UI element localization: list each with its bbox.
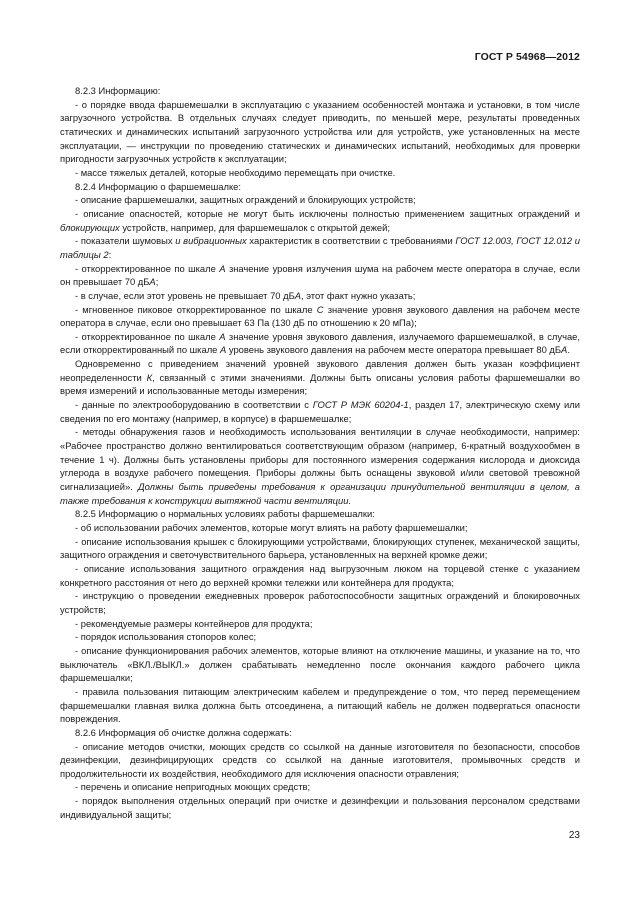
paragraph: - в случае, если этот уровень не превышает 70 дБА, этот факт нужно указать; xyxy=(75,289,416,301)
paragraph: 8.2.5 Информацию о нормальных условиях работы фаршемешалки: xyxy=(75,508,375,520)
paragraph: - данные по электрооборудованию в соответствии с ГОСТ Р МЭК 60204-1, раздел 17, электрическую схему или сведения по его монтажу (например, в корпусе) в фаршемешалке; xyxy=(60,399,580,424)
paragraph: - описание опасностей, которые не могут быть исключены полностью применением защитных ограждений и блокирующих устройств, например, для фаршемешалок с открытой дежей; xyxy=(60,207,580,233)
paragraph: - откорректированное по шкале А значение уровня излучения шума на рабочем месте оператора в случае, если он превышает 70 дБА; xyxy=(60,262,580,288)
paragraph: - порядок использования стопоров колес; xyxy=(75,631,257,643)
paragraph: - порядок выполнения отдельных операций при очистке и дезинфекции и пользования персоналом средствами индивидуальной защиты; xyxy=(60,795,580,820)
paragraph: - показатели шумовых и вибрационных характеристик в соответствии с требованиями ГОСТ 12.003, ГОСТ 12.012 и таблицы 2: xyxy=(60,235,580,260)
page-number: 23 xyxy=(568,830,580,841)
paragraph: - описание фаршемешалки, защитных ограждений и блокирующих устройств; xyxy=(75,194,416,206)
paragraph: - откорректированное по шкале А значение уровня звукового давления, излучаемого фаршемешалкой, в случае, если откорректированный по шкале А уровень звукового давления на рабочем месте оператора превышает 80 дБА. xyxy=(60,330,580,356)
paragraph: 8.2.3 Информацию: xyxy=(75,85,161,96)
paragraph: - об использовании рабочих элементов, которые могут влиять на работу фаршемешалки; xyxy=(75,522,468,533)
document-header: ГОСТ Р 54968—2012 xyxy=(474,51,580,63)
paragraph: - о порядке ввода фаршемешалки в эксплуатацию с указанием особенностей монтажа и установки, в том числе загрузочного устройства. В отдельных случаях следует приводить, по меньшей мере, результаты проведенных статических и динамических испытаний загрузочного устройства или для устройств, уже установленных на месте эксплуатации, — инструкции по проведению статических и динамических испытаний, необходимых для проверки пригодности загрузочных устройств к эксплуатации; xyxy=(60,98,580,165)
paragraph: - правила пользования питающим электрическим кабелем и предупреждение о том, что перед перемещением фаршемешалки главная вилка должна быть отсоединена, а питающий кабель не должен подвергаться опасности повреждения. xyxy=(60,685,580,725)
paragraph: - инструкцию о проведении ежедневных проверок работоспособности защитных ограждений и блокировочных устройств; xyxy=(60,590,580,615)
paragraph: - мгновенное пиковое откорректированное по шкале С значение уровня звукового давления на рабочем месте оператора в случае, если оно превышает 63 Па (130 дБ по отношению к 20 мПа); xyxy=(60,303,580,329)
document-body xyxy=(60,84,580,821)
paragraph: - описание методов очистки, моющих средств со ссылкой на данные изготовителя по безопасности, способов дезинфекции, дезинфицирующих средств со ссылкой на данные изготовителя, промывочных средств и продолжительности их воздействия, необходимого для исключения опасности отравления; xyxy=(60,740,580,779)
paragraph: 8.2.4 Информацию о фаршемешалке: xyxy=(75,180,241,192)
paragraph: - описание функционирования рабочих элементов, которые влияют на отключение машины, и указание на то, что выключатель «ВКЛ./ВЫКЛ.» должен срабатывать немедленно после окончания каждого рабочего цикла фаршемешалки; xyxy=(60,644,580,684)
paragraph: Одновременно с приведением значений уровней звукового давления должен быть указан коэффициент неопределенности К, связанный с этими значениями. Должны быть описаны условия работы фаршемешалки во время измерений и использованные методы измерения; xyxy=(60,358,580,397)
paragraph: - рекомендуемые размеры контейнеров для продукта; xyxy=(75,617,313,629)
paragraph: - описание использования защитного ограждения над выгрузочным люком на торцевой стенке с указанием конкретного расстояния от него до верхней кромки тележки или контейнера для продукта; xyxy=(60,562,580,588)
paragraph: - методы обнаружения газов и необходимость использования вентиляции в случае необходимости, например: «Рабочее пространство должно вентилироваться соответствующим образом (например, 6-кратный воздухообмен в течение 1 ч). Должны быть установлены приборы для постоянного измерения содержания кислорода и диоксида углерода в воздухе рабочего помещения. Приборы должны быть оснащены звуковой и/или световой тревожной сигнализацией». Должны быть приведены требования к организации принудительной вентиляции в целом, а также требования к конструкции вытяжной части вентиляции. xyxy=(60,426,580,506)
paragraph: - перечень и описание непригодных моющих средств; xyxy=(75,781,311,793)
paragraph: - описание использования крышек с блокирующими устройствами, блокирующих ступенек, механической защиты, защитного ограждения и светочувствительного барьера, установленных на верхней кромке дежи; xyxy=(60,535,580,561)
paragraph: 8.2.6 Информация об очистке должна содержать: xyxy=(75,726,292,738)
paragraph: - массе тяжелых деталей, которые необходимо перемещать при очистке. xyxy=(75,166,396,178)
